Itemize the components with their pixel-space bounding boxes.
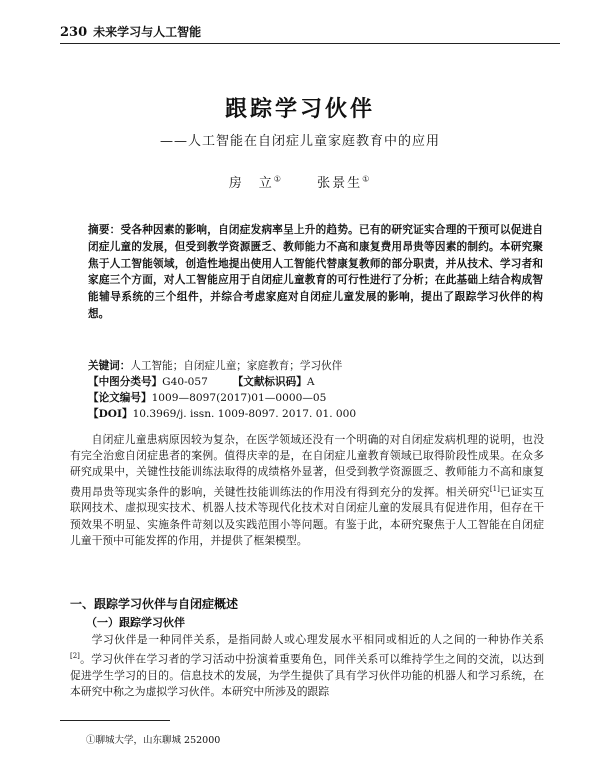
footnote-divider: [60, 720, 170, 721]
page-number: 230: [60, 25, 88, 40]
article-title: 跟踪学习伙伴: [224, 96, 375, 122]
classification-line: 【中图分类号】G40-057 【文献标识码】A: [88, 376, 315, 388]
paragraph-2: 学习伙伴是一种同伴关系，是指同龄人或心理发展水平相同或相近的人之间的一种协作关系[2]。学习伙伴在学习者的学习活动中扮演着重要角色，同伴关系可以维持学生之间的交流，以达到促进学生学习的目的。信息技术的发展，为学生提供了具有学习伙伴功能的机器人和学习系统，在本研究中称之为虚拟学习伙伴。本研究中所涉及的跟踪: [70, 633, 544, 699]
abstract: [88, 222, 543, 323]
keywords-label: 关键词：: [88, 360, 131, 372]
article-number: 1009—8097(2017)01—0000—05: [151, 392, 327, 404]
author-2: 张景生①: [317, 174, 372, 191]
author-list: [0, 172, 600, 191]
affiliation-mark: ①: [273, 174, 283, 184]
article-number-line: 【论文编号】1009—8097(2017)01—0000—05: [88, 392, 327, 404]
doi-value: 10.3969/j. issn. 1009-8097. 2017. 01. 000: [132, 408, 357, 420]
clc-number: G40-057: [162, 376, 208, 388]
affiliation-mark: ①: [362, 174, 372, 184]
doc-code: A: [306, 376, 315, 388]
footnote: ①聊城大学，山东聊城 252000: [86, 735, 221, 746]
subsection-heading-1: （一）跟踪学习伙伴: [86, 616, 185, 629]
section-heading-1: 一、跟踪学习伙伴与自闭症概述: [70, 597, 239, 611]
citation-ref: [2]: [70, 652, 80, 661]
citation-ref: [1]: [489, 484, 500, 493]
doi-line: 【DOI】10.3969/j. issn. 1009-8097. 2017. 01. 000: [88, 408, 357, 420]
running-header: [60, 22, 560, 44]
author-1: 房 立①: [228, 174, 283, 191]
journal-section-title: 未来学习与人工智能: [93, 25, 202, 39]
keywords: [88, 358, 543, 374]
intro-paragraph: 自闭症儿童患病原因较为复杂，在医学领域还没有一个明确的对自闭症发病机理的说明，也没有完全治愈自闭症患者的案例。值得庆幸的是，在自闭症儿童教育领域已取得阶段性成果。在众多研究成果中，关键性技能训练法取得的成绩格外显著，但受到教学资源匮乏、教师能力不高和康复费用昂贵等现实条件的影响，关键性技能训练法的作用没有得到充分的发挥。相关研究[1]已证实互联网技术、虚拟现实技术、机器人技术等现代化技术对自闭症儿童的发展具有促进作用，但存在干预效果不明显、实施条件苛刻以及实践范围小等问题。有鉴于此，本研究聚焦于人工智能在自闭症儿童干预中可能发挥的作用，并提供了框架模型。: [70, 433, 545, 547]
keywords-text: 人工智能；自闭症儿童；家庭教育；学习伙伴: [130, 360, 343, 372]
abstract-text: 受各种因素的影响，自闭症发病率呈上升的趋势。已有的研究证实合理的干预可以促进自闭症儿童的发展，但受到教学资源匮乏、教师能力不高和康复费用昂贵等因素的制约。本研究聚焦于人工智能领域，创造性地提出使用人工智能代替康复教师的部分职责，并从技术、学习者和家庭三个方面，对人工智能应用于自闭症儿童教育的可行性进行了分析；在此基础上结合构成智能辅导系统的三个组件，并综合考虑家庭对自闭症儿童发展的影响，提出了跟踪学习伙伴的构想。: [88, 224, 544, 320]
article-subtitle: ——人工智能在自闭症儿童家庭教育中的应用: [159, 134, 440, 149]
abstract-label: 摘要：: [88, 224, 121, 236]
